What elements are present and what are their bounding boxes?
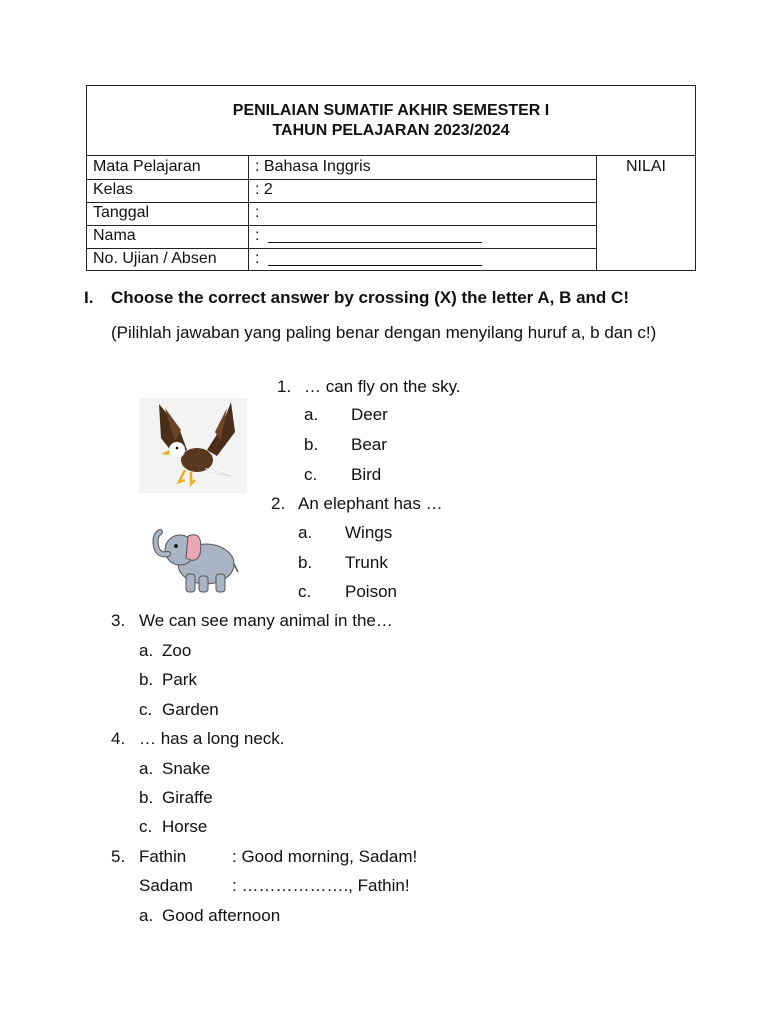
option-letter: a.	[298, 523, 313, 542]
dialog-speaker: Sadam	[139, 876, 193, 895]
question-text: We can see many animal in the…	[139, 611, 393, 630]
info-value: : ________________________	[255, 250, 482, 267]
option-text: Snake	[162, 759, 211, 778]
section-number: I.	[84, 288, 94, 307]
info-value: :	[255, 204, 260, 221]
info-row-date	[87, 202, 597, 225]
option-letter: c.	[298, 582, 312, 601]
dialog-line: : Good morning, Sadam!	[232, 847, 418, 866]
option-text: Poison	[345, 582, 397, 601]
score-label: NILAI	[625, 158, 666, 175]
option-text: Horse	[162, 817, 208, 836]
dialog-line: : ………………., Fathin!	[232, 876, 410, 895]
option-letter: b.	[304, 435, 319, 454]
section-heading: Choose the correct answer by crossing (X) the letter A, B and C!	[111, 288, 629, 307]
question-text: … has a long neck.	[139, 729, 285, 748]
question-number: 5.	[111, 847, 126, 866]
info-label: Tanggal	[93, 204, 150, 221]
section-subheading: (Pilihlah jawaban yang paling benar dengan menyilang huruf a, b dan c!)	[111, 323, 657, 342]
info-row-exam-number	[87, 248, 597, 271]
info-value: : 2	[255, 181, 273, 198]
option-letter: a.	[139, 641, 154, 660]
question-number: 1.	[277, 377, 292, 396]
option-letter: b.	[298, 553, 313, 572]
option-letter: c.	[304, 465, 318, 484]
dialog-speaker: Fathin	[139, 847, 187, 866]
option-text: Garden	[162, 700, 219, 719]
option-letter: c.	[139, 817, 153, 836]
question-number: 4.	[111, 729, 126, 748]
info-label: Mata Pelajaran	[93, 158, 201, 175]
option-letter: a.	[139, 906, 154, 925]
info-row-name	[87, 225, 597, 248]
column-divider	[248, 156, 249, 271]
elephant-picture	[150, 520, 240, 596]
option-text: Bird	[351, 465, 382, 484]
info-label: Nama	[93, 227, 136, 244]
info-label: No. Ujian / Absen	[93, 250, 217, 267]
question-text: An elephant has …	[298, 494, 443, 513]
option-text: Giraffe	[162, 788, 213, 807]
info-value: : Bahasa Inggris	[255, 158, 371, 175]
exam-title	[87, 86, 695, 156]
option-letter: a.	[304, 405, 319, 424]
option-text: Deer	[351, 405, 388, 424]
question-number: 2.	[271, 494, 286, 513]
info-row-subject	[87, 156, 597, 179]
option-text: Good afternoon	[162, 906, 281, 925]
info-row-class	[87, 179, 597, 202]
question-number: 3.	[111, 611, 126, 630]
option-text: Park	[162, 670, 197, 689]
option-letter: c.	[139, 700, 153, 719]
option-letter: a.	[139, 759, 154, 778]
info-label: Kelas	[93, 181, 134, 198]
option-text: Zoo	[162, 641, 192, 660]
option-text: Bear	[351, 435, 387, 454]
option-text: Trunk	[345, 553, 388, 572]
exam-title-line1: PENILAIAN SUMATIF AKHIR SEMESTER I	[232, 102, 550, 119]
header-table	[86, 85, 696, 271]
option-text: Wings	[345, 523, 393, 542]
option-letter: b.	[139, 788, 154, 807]
eagle-picture	[139, 398, 247, 493]
info-value: : ________________________	[255, 227, 482, 244]
question-text: … can fly on the sky.	[304, 377, 461, 396]
option-letter: b.	[139, 670, 154, 689]
exam-title-line2: TAHUN PELAJARAN 2023/2024	[272, 122, 510, 139]
